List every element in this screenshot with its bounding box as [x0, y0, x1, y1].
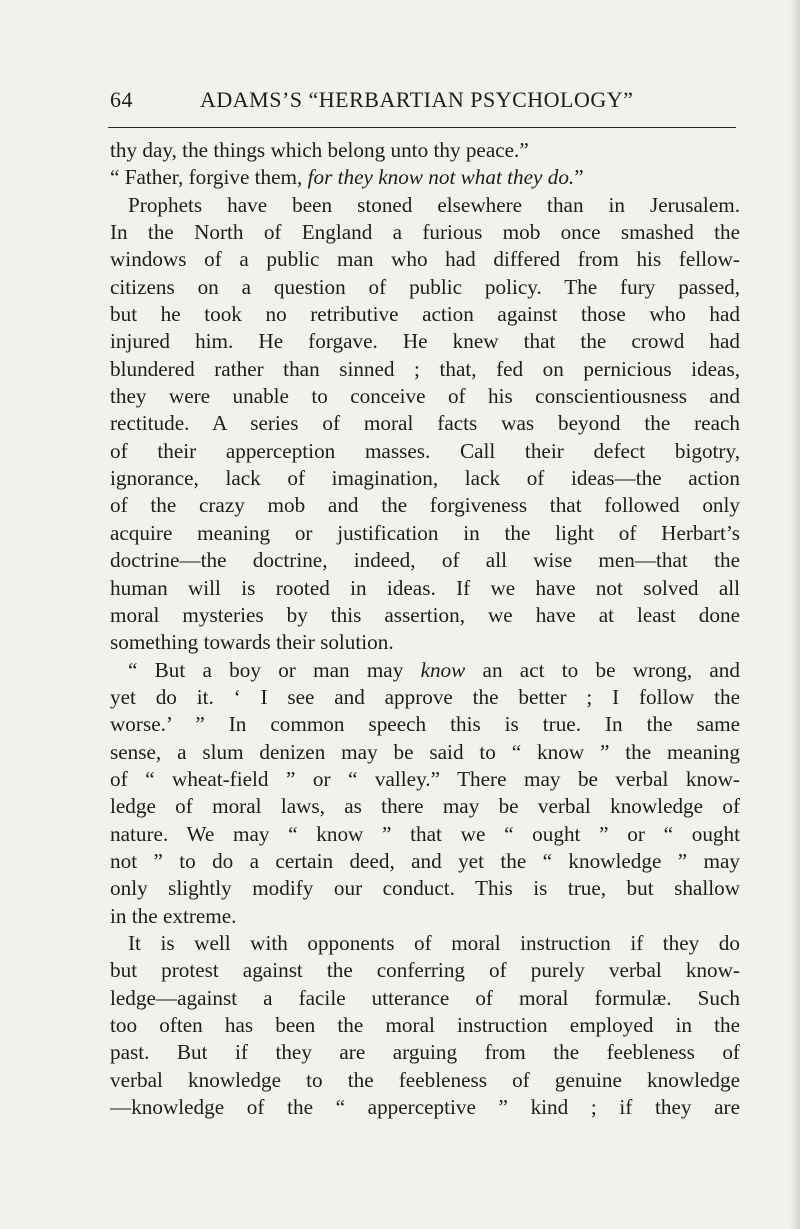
text-span: ”: [574, 165, 584, 190]
text-line: of their apperception masses. Call their defect bigotry,: [110, 438, 740, 463]
text-line: citizens on a question of public policy. The fury passed,: [110, 274, 740, 299]
text-line: sense, a slum denizen may be said to “ know ” the meaning: [110, 739, 740, 764]
text-line: thy day, the things which belong unto thy peace.”: [110, 138, 529, 162]
text-line: in the extreme.: [110, 903, 237, 928]
text-line: It is well with opponents of moral instruction if they do: [128, 930, 740, 955]
text-line: not ” to do a certain deed, and yet the “ knowledge ” may: [110, 848, 740, 873]
text-line: acquire meaning or justification in the light of Herbart’s: [110, 520, 740, 545]
text-line: ledge—against a facile utterance of moral formulæ. Such: [110, 985, 740, 1010]
text-line: human will is rooted in ideas. If we have not solved all: [110, 575, 740, 600]
text-line: nature. We may “ know ” that we “ ought ” or “ ought: [110, 821, 740, 846]
text-line: Prophets have been stoned elsewhere than in Jerusalem.: [128, 192, 740, 217]
running-title: ADAMS’S “HERBARTIAN PSYCHOLOGY”: [200, 87, 634, 112]
text-line: they were unable to conceive of his conscientiousness and: [110, 384, 740, 409]
text-line: injured him. He forgave. He knew that the crowd had: [110, 329, 740, 354]
italic-word: know: [420, 657, 466, 682]
text-line: yet do it. ‘ I see and approve the better ; I follow the: [110, 684, 740, 709]
page-edge-shadow: [790, 0, 800, 1229]
text-line: [110, 657, 740, 684]
text-span: “ But a boy or man may: [128, 657, 421, 682]
text-line: ignorance, lack of imagination, lack of ideas—the action: [110, 466, 740, 491]
header-rule: [108, 127, 736, 128]
text-line: rectitude. A series of moral facts was beyond the reach: [110, 411, 740, 436]
text-line: but he took no retributive action against those who had: [110, 302, 740, 327]
text-line: past. But if they are arguing from the feebleness of: [110, 1040, 740, 1065]
italic-quote: for they know not what they do.: [307, 165, 575, 190]
text-line: doctrine—the doctrine, indeed, of all wise men—that the: [110, 548, 740, 573]
text-line: something towards their solution.: [110, 630, 394, 655]
text-line: only slightly modify our conduct. This is true, but shallow: [110, 876, 740, 901]
body-text: [110, 137, 740, 1121]
text-line: of “ wheat-field ” or “ valley.” There may be verbal know-: [110, 766, 740, 791]
text-span: “ Father, forgive them,: [110, 165, 308, 190]
text-line: too often has been the moral instruction employed in the: [110, 1013, 740, 1037]
text-line: ledge of moral laws, as there may be verbal knowledge of: [110, 794, 740, 819]
text-line: but protest against the conferring of purely verbal know-: [110, 958, 740, 983]
text-line: of the crazy mob and the forgiveness that followed only: [110, 493, 740, 518]
text-span: an act to be wrong, and: [465, 657, 740, 682]
page-number: 64: [110, 87, 133, 112]
text-line: blundered rather than sinned ; that, fed on pernicious ideas,: [110, 356, 740, 381]
text-line: [110, 164, 740, 191]
text-line: windows of a public man who had differed from his fellow-: [110, 247, 740, 272]
text-line: moral mysteries by this assertion, we have at least done: [110, 602, 740, 627]
text-line: verbal knowledge to the feebleness of genuine knowledge: [110, 1067, 740, 1092]
text-line: worse.’ ” In common speech this is true. In the same: [110, 712, 740, 737]
text-line: In the North of England a furious mob once smashed the: [110, 220, 740, 245]
text-line: —knowledge of the “ apperceptive ” kind ; if they are: [110, 1095, 740, 1120]
